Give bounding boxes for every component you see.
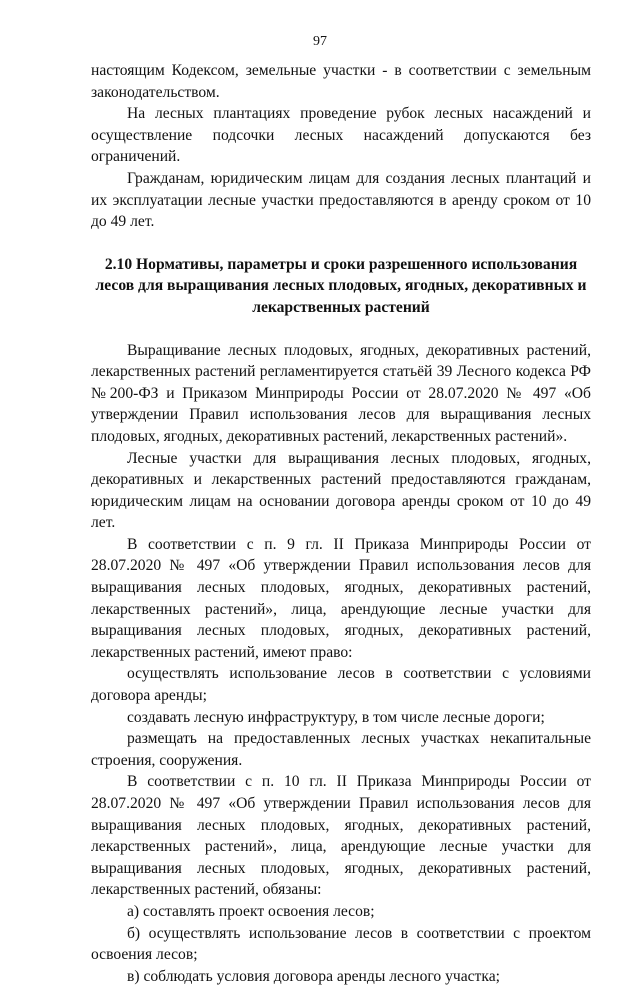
list-item: размещать на предоставленных лесных участках некапитальные строения, сооружения.	[91, 730, 591, 769]
list-item: а) составлять проект освоения лесов;	[127, 902, 375, 920]
page-number: 97	[313, 34, 327, 49]
list-item: создавать лесную инфраструктуру, в том числе лесные дороги;	[127, 708, 545, 726]
document-body	[91, 60, 591, 987]
paragraph: Лесные участки для выращивания лесных плодовых, ягодных, декоративных и лекарственных растений предоставляются гражданам, юридическим лицам на основании договора аренды сроком от 10 до 49 лет.	[91, 449, 591, 532]
paragraph: В соответствии с п. 9 гл. II Приказа Минприроды России от 28.07.2020 № 497 «Об утверждении Правил использования лесов для выращивания лесных плодовых, ягодных, декоративных растений, лекарственных растений», лица, арендующие лесные участки для выращивания лесных плодовых, ягодных, декоративных растений, лекарственных растений, имеют право:	[91, 535, 591, 661]
paragraph: На лесных плантациях проведение рубок лесных насаждений и осуществление подсочки лесных насаждений допускаются без ограничений.	[91, 105, 591, 166]
paragraph: Гражданам, юридическим лицам для создания лесных плантаций и их эксплуатации лесные участки предоставляются в аренду сроком от 10 до 49 лет.	[91, 169, 591, 231]
section-heading: 2.10 Нормативы, параметры и сроки разрешенного использования лесов для выращивания лесных плодовых, ягодных, декоративных и лекарственных растений	[95, 255, 587, 316]
paragraph: В соответствии с п. 10 гл. II Приказа Минприроды России от 28.07.2020 № 497 «Об утверждении Правил использования лесов для выращивания лесных плодовых, ягодных, декоративных растений, лекарственных растений», лица, арендующие лесные участки для выращивания лесных плодовых, ягодных, декоративных растений, лекарственных растений, обязаны:	[91, 773, 591, 899]
paragraph: Выращивание лесных плодовых, ягодных, декоративных растений, лекарственных растений регламентируется статьёй 39 Лесного кодекса РФ №200-ФЗ и Приказом Минприроды России от 28.07.2020 № 497 «Об утверждении Правил использования лесов для выращивания лесных плодовых, ягодных, декоративных растений, лекарственных растений».	[91, 341, 591, 445]
list-item: осуществлять использование лесов в соответствии с условиями договора аренды;	[91, 665, 591, 705]
list-item: б) осуществлять использование лесов в соответствии с проектом освоения лесов;	[91, 924, 591, 964]
list-item: в) соблюдать условия договора аренды лесного участка;	[127, 967, 500, 985]
paragraph: настоящим Кодексом, земельные участки - в соответствии с земельным законодательством.	[91, 62, 591, 101]
